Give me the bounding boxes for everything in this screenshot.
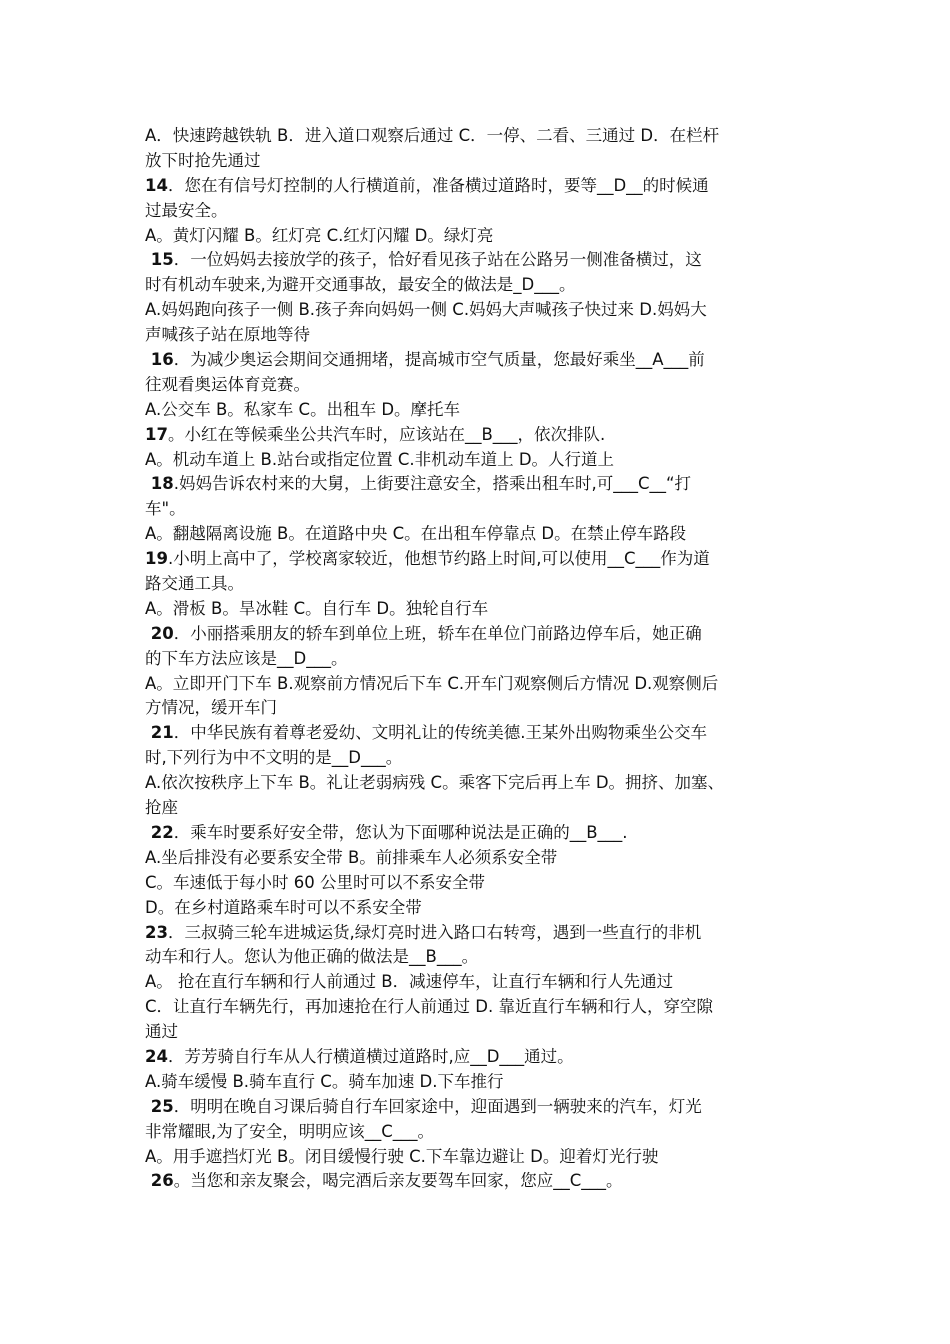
question-number: 25 — [145, 1096, 174, 1116]
text-line — [145, 597, 815, 622]
question-number: 14 — [145, 175, 168, 195]
question-line — [145, 472, 815, 497]
line-text: 的下车方法应该是__D___。 — [145, 648, 348, 668]
question-line — [145, 622, 815, 647]
text-line — [145, 1020, 815, 1045]
question-line — [145, 1169, 815, 1194]
line-text: 抢座 — [145, 798, 178, 818]
text-line — [145, 373, 815, 398]
question-number: 22 — [145, 822, 174, 842]
line-text: A.妈妈跑向孩子一侧 B.孩子奔向妈妈一侧 C.妈妈大声喊孩子快过来 D.妈妈大 — [145, 300, 707, 320]
text-line — [145, 871, 815, 896]
line-text: ．中华民族有着尊老爱幼、文明礼让的传统美德.王某外出购物乘坐公交车 — [173, 723, 707, 743]
line-text: 路交通工具。 — [145, 574, 244, 594]
line-text: 声喊孩子站在原地等待 — [145, 325, 310, 345]
line-text: ．芳芳骑自行车从人行横道横过道路时,应__D___通过。 — [167, 1046, 574, 1066]
question-number: 18 — [145, 474, 174, 494]
text-line — [145, 796, 815, 821]
line-text: A.公交车 B。私家车 C。出租车 D。摩托车 — [145, 399, 461, 419]
line-text: ．一位妈妈去接放学的孩子，恰好看见孩子站在公路另一侧准备横过，这 — [173, 250, 702, 270]
text-line — [145, 323, 815, 348]
line-text: A.坐后排没有必要系安全带 B。前排乘车人必须系安全带 — [145, 847, 558, 867]
line-text: 方情况，缓开车门 — [145, 698, 277, 718]
question-number: 26 — [145, 1171, 174, 1191]
line-text: A。用手遮挡灯光 B。闭目缓慢行驶 C.下车靠边避让 D。迎着灯光行驶 — [145, 1146, 659, 1166]
line-text: A。黄灯闪耀 B。红灯亮 C.红灯闪耀 D。绿灯亮 — [145, 225, 494, 245]
line-text: ．小丽搭乘朋友的轿车到单位上班，轿车在单位门前路边停车后，她正确 — [173, 623, 702, 643]
text-line — [145, 298, 815, 323]
question-number: 24 — [145, 1046, 168, 1066]
question-line — [145, 1045, 815, 1070]
line-text: 往观看奥运体育竞赛。 — [145, 374, 310, 394]
line-text: ．为减少奥运会期间交通拥堵，提高城市空气质量，您最好乘坐__A___前 — [173, 350, 705, 370]
text-line — [145, 1145, 815, 1170]
text-line — [145, 746, 815, 771]
question-line — [145, 1095, 815, 1120]
line-text: 。当您和亲友聚会，喝完酒后亲友要驾车回家，您应__C___。 — [173, 1171, 623, 1191]
question-line — [145, 721, 815, 746]
text-line — [145, 846, 815, 871]
question-number: 19 — [145, 549, 168, 569]
question-line — [145, 821, 815, 846]
line-text: 非常耀眼,为了安全，明明应该__C___。 — [145, 1121, 435, 1141]
text-line — [145, 1070, 815, 1095]
line-text: 车"。 — [145, 499, 186, 519]
line-text: A。滑板 B。旱冰鞋 C。自行车 D。独轮自行车 — [145, 598, 489, 618]
line-text: 时,下列行为中不文明的是__D___。 — [145, 748, 403, 768]
text-line — [145, 696, 815, 721]
line-text: A.依次按秩序上下车 B。礼让老弱病残 C。乘客下完后再上车 D。拥挤、加塞、 — [145, 773, 725, 793]
question-line — [145, 174, 815, 199]
question-line — [145, 547, 815, 572]
text-line — [145, 970, 815, 995]
text-line — [145, 572, 815, 597]
text-line — [145, 672, 815, 697]
line-text: .妈妈告诉农村来的大舅，上街要注意安全，搭乘出租车时,可___C__“打 — [173, 474, 692, 494]
line-text: A。立即开门下车 B.观察前方情况后下车 C.开车门观察侧后方情况 D.观察侧后 — [145, 673, 719, 693]
text-line — [145, 224, 815, 249]
line-text: ．您在有信号灯控制的人行横道前，准备横过道路时，要等__D__的时候通 — [167, 175, 709, 195]
text-line — [145, 273, 815, 298]
line-text: D。在乡村道路乘车时可以不系安全带 — [145, 897, 422, 917]
line-text: 放下时抢先通过 — [145, 150, 261, 170]
line-text: C．让直行车辆先行，再加速抢在行人前通过 D. 靠近直行车辆和行人，穿空隙 — [145, 997, 713, 1017]
question-number: 16 — [145, 350, 174, 370]
line-text: A．快速跨越铁轨 B．进入道口观察后通过 C．一停、二看、三通过 D．在栏杆 — [145, 126, 720, 145]
line-text: ．乘车时要系好安全带，您认为下面哪种说法是正确的__B___. — [173, 822, 628, 842]
text-line — [145, 896, 815, 921]
text-line — [145, 124, 815, 149]
line-text: 动车和行人。您认为他正确的做法是__B___。 — [145, 947, 479, 967]
line-text: A。翻越隔离设施 B。在道路中央 C。在出租车停靠点 D。在禁止停车路段 — [145, 524, 687, 544]
question-number: 23 — [145, 922, 168, 942]
question-line — [145, 423, 815, 448]
text-line — [145, 497, 815, 522]
text-line — [145, 1120, 815, 1145]
text-line — [145, 945, 815, 970]
question-line — [145, 248, 815, 273]
text-line — [145, 995, 815, 1020]
text-line — [145, 448, 815, 473]
text-line — [145, 647, 815, 672]
question-number: 15 — [145, 250, 174, 270]
question-number: 21 — [145, 723, 174, 743]
question-line — [145, 921, 815, 946]
text-line — [145, 149, 815, 174]
question-line — [145, 348, 815, 373]
line-text: C。车速低于每小时 60 公里时可以不系安全带 — [145, 872, 486, 892]
line-text: 时有机动车驶来,为避开交通事故，最安全的做法是_D___。 — [145, 275, 576, 295]
line-text: 过最安全。 — [145, 200, 228, 220]
line-text: A。 抢在直行车辆和行人前通过 B．减速停车，让直行车辆和行人先通过 — [145, 972, 674, 992]
question-number: 17 — [145, 424, 168, 444]
line-text: .小明上高中了，学校离家较近，他想节约路上时间,可以使用__C___作为道 — [167, 549, 710, 569]
question-text-block — [145, 124, 815, 1194]
line-text: A。机动车道上 B.站台或指定位置 C.非机动车道上 D。人行道上 — [145, 449, 615, 469]
line-text: ．三叔骑三轮车进城运货,绿灯亮时进入路口右转弯，遇到一些直行的非机 — [167, 922, 702, 942]
line-text: 通过 — [145, 1022, 178, 1042]
text-line — [145, 522, 815, 547]
text-line — [145, 771, 815, 796]
question-number: 20 — [145, 623, 174, 643]
line-text: 。小红在等候乘坐公共汽车时，应该站在__B___，依次排队. — [167, 424, 606, 444]
line-text: ．明明在晚自习课后骑自行车回家途中，迎面遇到一辆驶来的汽车，灯光 — [173, 1096, 702, 1116]
text-line — [145, 199, 815, 224]
line-text: A.骑车缓慢 B.骑车直行 C。骑车加速 D.下车推行 — [145, 1071, 504, 1091]
text-line — [145, 398, 815, 423]
